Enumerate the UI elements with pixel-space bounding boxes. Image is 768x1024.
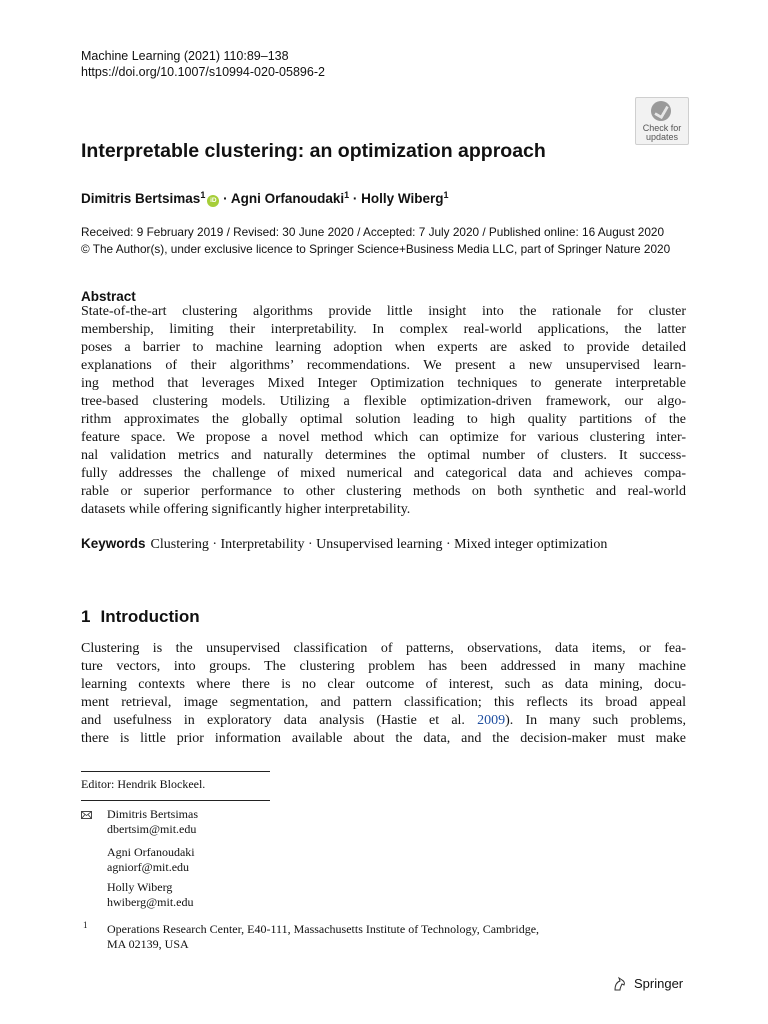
check-updates-icon: [651, 101, 671, 121]
article-history: Received: 9 February 2019 / Revised: 30 June 2020 / Accepted: 7 July 2020 / Published online: 16 August 2020: [81, 225, 665, 239]
section-title: Introduction: [100, 607, 200, 626]
body-line: learning contexts where there is no clear outcome of interest, such as data mining, docu-: [81, 677, 686, 692]
section-number: 1: [81, 607, 91, 626]
abstract-heading: Abstract: [81, 289, 136, 304]
keywords-heading: Keywords: [81, 536, 146, 551]
abstract-line: State-of-the-art clustering algorithms provide little insight into the rationale for cluster: [81, 304, 686, 319]
abstract-line: tree-based clustering models. Utilizing a flexible optimization-driven framework, our algo-: [81, 394, 686, 409]
keywords: [81, 535, 686, 554]
affiliation-number: 1: [83, 920, 88, 930]
springer-horse-icon: [612, 976, 628, 992]
abstract-text: [81, 303, 686, 519]
abstract-line: poses a barrier to machine learning adoption when experts are asked to provide detailed: [81, 340, 686, 355]
abstract-line: membership, limiting their interpretability. In complex real-world applications, the latter: [81, 322, 686, 337]
body-line: Clustering is the unsupervised classification of patterns, observations, data items, or fea-: [81, 641, 686, 656]
author-name[interactable]: Dimitris Bertsimas: [81, 191, 201, 206]
editor-note: Editor: Hendrik Blockeel.: [81, 777, 206, 791]
affiliation-text: [107, 922, 539, 952]
publisher-name: Springer: [634, 976, 684, 991]
body-line: ture vectors, into groups. The clustering problem has been addressed in many machine: [81, 659, 686, 674]
body-text: and usefulness in exploratory data analysis (Hastie et al.: [81, 713, 478, 728]
abstract-line: explanations of their algorithms’ recommendations. We present a new unsupervised learn-: [81, 358, 686, 373]
contact-email[interactable]: agniorf@mit.edu: [107, 860, 190, 874]
footnote-divider: [81, 771, 270, 772]
author-list: [81, 185, 449, 209]
author-affiliation-sup: 1: [443, 190, 449, 200]
author-separator: ·: [352, 191, 358, 206]
journal-citation: Machine Learning (2021) 110:89–138: [81, 49, 289, 63]
author-affiliation-sup: 1: [344, 190, 350, 200]
abstract-line: fully addresses the challenge of mixed numerical and categorical data and achieves compa-: [81, 466, 686, 481]
author-name[interactable]: Agni Orfanoudaki: [230, 191, 345, 206]
author-name[interactable]: Holly Wiberg: [361, 191, 444, 206]
check-for-updates-badge[interactable]: [635, 97, 689, 145]
body-text: ). In many such problems,: [505, 713, 687, 728]
contact-email[interactable]: hwiberg@mit.edu: [107, 895, 194, 909]
contact-name: Agni Orfanoudaki: [107, 845, 195, 859]
keywords-list: Clustering · Interpretability · Unsupervised learning · Mixed integer optimization: [150, 537, 608, 552]
contact-block: [107, 807, 198, 837]
contact-name: Dimitris Bertsimas: [107, 807, 198, 821]
abstract-line: feature space. We propose a novel method which can optimize for various clustering inter-: [81, 430, 686, 445]
affiliation-line: MA 02139, USA: [107, 937, 189, 951]
publisher-logo: [612, 975, 683, 993]
author-affiliation-sup: 1: [200, 190, 206, 200]
envelope-icon: [81, 811, 92, 819]
footnote-divider: [81, 800, 270, 801]
section-heading-introduction: [81, 606, 200, 628]
check-updates-label-2: updates: [645, 132, 679, 142]
body-line: [81, 712, 686, 730]
abstract-line: nal validation metrics and naturally determines the optimal number of clusters. It success-: [81, 448, 686, 463]
doi-link[interactable]: https://doi.org/10.1007/s10994-020-05896-2: [81, 65, 325, 79]
introduction-text: [81, 640, 686, 748]
contact-block: [107, 880, 193, 910]
citation-link[interactable]: 2009: [477, 713, 506, 728]
abstract-line: datasets while offering significantly higher interpretability.: [81, 502, 411, 517]
contact-email[interactable]: dbertsim@mit.edu: [107, 822, 197, 836]
orcid-icon[interactable]: iD: [207, 195, 219, 207]
author-separator: ·: [223, 191, 228, 206]
abstract-line: rable or superior performance to other clustering methods on both synthetic and real-world: [81, 484, 686, 499]
copyright-notice: © The Author(s), under exclusive licence to Springer Science+Business Media LLC, part of Springer Nature 2020: [81, 242, 671, 256]
check-updates-label: Check for: [642, 123, 682, 133]
abstract-line: rithm approximates the globally optimal solution leading to high quality partitions of the: [81, 412, 686, 427]
abstract-line: ing method that leverages Mixed Integer Optimization techniques to generate interpretable: [81, 376, 686, 391]
affiliation-line: Operations Research Center, E40-111, Massachusetts Institute of Technology, Cambridge,: [107, 922, 540, 936]
body-line: there is little prior information available about the data, and the decision-maker must make: [81, 731, 686, 746]
contact-name: Holly Wiberg: [107, 880, 173, 894]
paper-title: Interpretable clustering: an optimization approach: [81, 140, 546, 162]
contact-block: [107, 845, 195, 875]
body-line: ment retrieval, image segmentation, and pattern classification; this reflects its broad appeal: [81, 695, 686, 710]
